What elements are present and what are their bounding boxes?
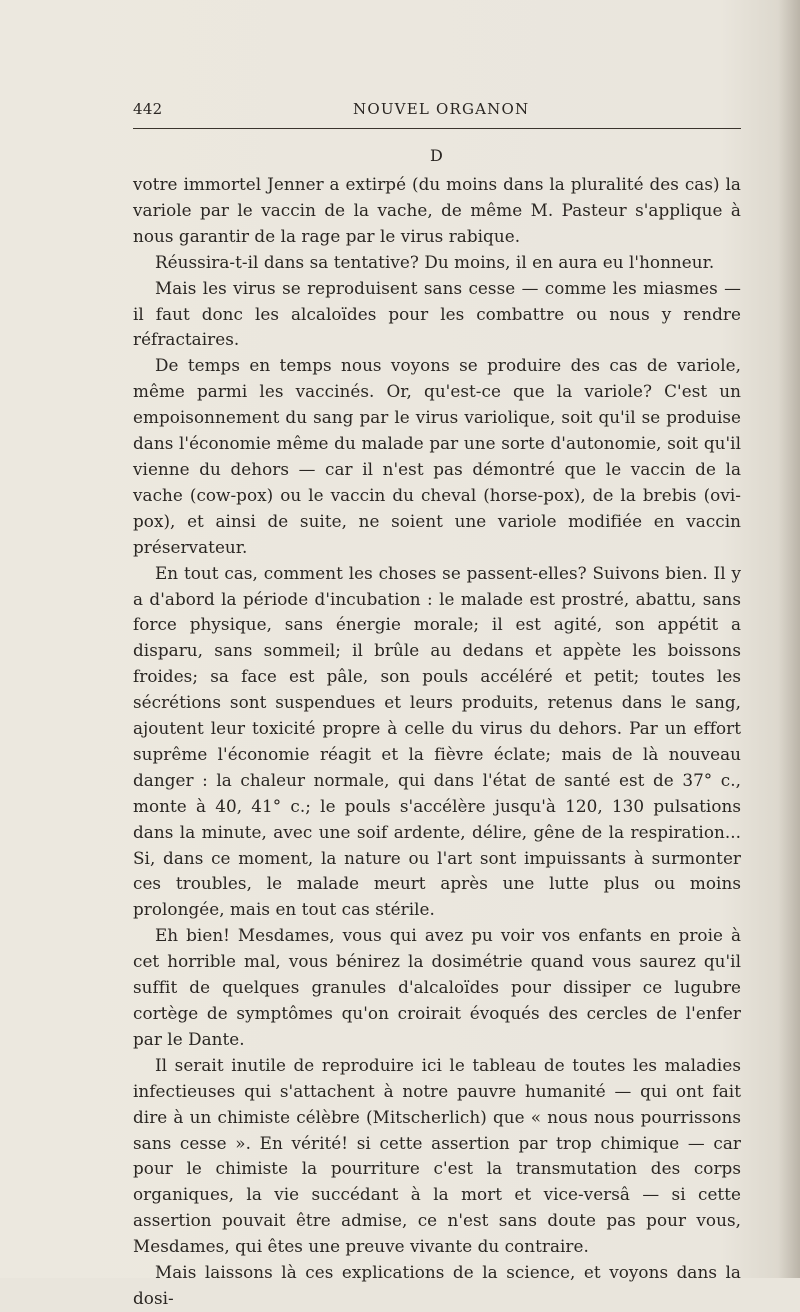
- paragraph-6: Eh bien! Mesdames, vous qui avez pu voir vos enfants en proie à cet horrible mal, vous bénirez la dosimétrie quand vous saurez qu'il suffit de quelques granules d'alcaloïdes pour dissiper ce lugubre cortège de symptômes qu'on croirait évoqués des cercles de l'enfer par le Dante.: [133, 925, 741, 1049]
- paragraph-5: En tout cas, comment les choses se passent-elles? Suivons bien. Il y a d'abord la période d'incubation : le malade est prostré, abattu, sans force physique, sans énergie morale; il est agité, son appétit a disparu, sans sommeil; il brûle au dedans et appète les boissons froides; sa face est pâle, son pouls accéléré et petit; toutes les sécrétions sont suspendues et leurs produits, retenus dans le sang, ajoutent leur toxicité propre à celle du virus du dehors. Par un effort suprême l'économie réagit et la fièvre éclate; mais de là nouveau danger : la chaleur normale, qui dans l'état de santé est de 37° c., monte à 40, 41° c.; le pouls s'accélère jusqu'à 120, 130 pulsations dans la minute, avec une soif ardente, délire, gêne de la respiration... Si, dans ce moment, la nature ou l'art sont impuissants à surmonter ces troubles, le malade meurt après une lutte plus ou moins prolongée, mais en tout cas stérile.: [133, 562, 741, 920]
- running-title: NOUVEL ORGANON: [353, 100, 530, 118]
- page-edge-shadow: [778, 0, 800, 1278]
- paragraph-7: Il serait inutile de reproduire ici le tableau de toutes les maladies infectieuses qui s'attachent à notre pauvre humanité — qui ont fait dire à un chimiste célèbre (Mitscherlich) que « nous nous pourrissons sans cesse ». En vérité! si cette assertion par trop chimique — car pour le chimiste la pourriture c'est la transmutation des corps organiques, la vie succédant à la mort et vice-versâ — si cette assertion pouvait être admise, ce n'est sans doute pas pour vous, Mesdames, qui êtes une preuve vivante du contraire.: [133, 1054, 741, 1257]
- page-number: 442: [133, 100, 163, 118]
- signature-mark: D: [430, 146, 443, 165]
- paragraph-1: votre immortel Jenner a extirpé (du moins dans la pluralité des cas) la variole par le vaccin de la vache, de même M. Pasteur s'applique à nous garantir de la rage par le virus rabique.: [133, 174, 741, 246]
- paragraph-4: De temps en temps nous voyons se produire des cas de variole, même parmi les vaccinés. Or, qu'est-ce que la variole? C'est un empoisonnement du sang par le virus variolique, soit qu'il se produise dans l'économie même du malade par une sorte d'autonomie, soit qu'il vienne du dehors — car il n'est pas démontré que le vaccin de la vache (cow-pox) ou le vaccin du cheval (horse-pox), de la brebis (ovi-pox), et ainsi de suite, ne soient une variole modifiée en vaccin préservateur.: [133, 355, 741, 557]
- running-head: [133, 98, 741, 128]
- body-text: [133, 172, 741, 1312]
- paragraph-8: Mais laissons là ces explications de la science, et voyons dans la dosi-: [133, 1262, 741, 1308]
- paragraph-2: Réussira-t-il dans sa tentative? Du moins, il en aura eu l'honneur.: [155, 251, 715, 272]
- header-rule: [133, 128, 741, 129]
- paragraph-3: Mais les virus se reproduisent sans cesse — comme les miasmes — il faut donc les alcaloïdes pour les combattre ou nous y rendre réfractaires.: [133, 277, 741, 350]
